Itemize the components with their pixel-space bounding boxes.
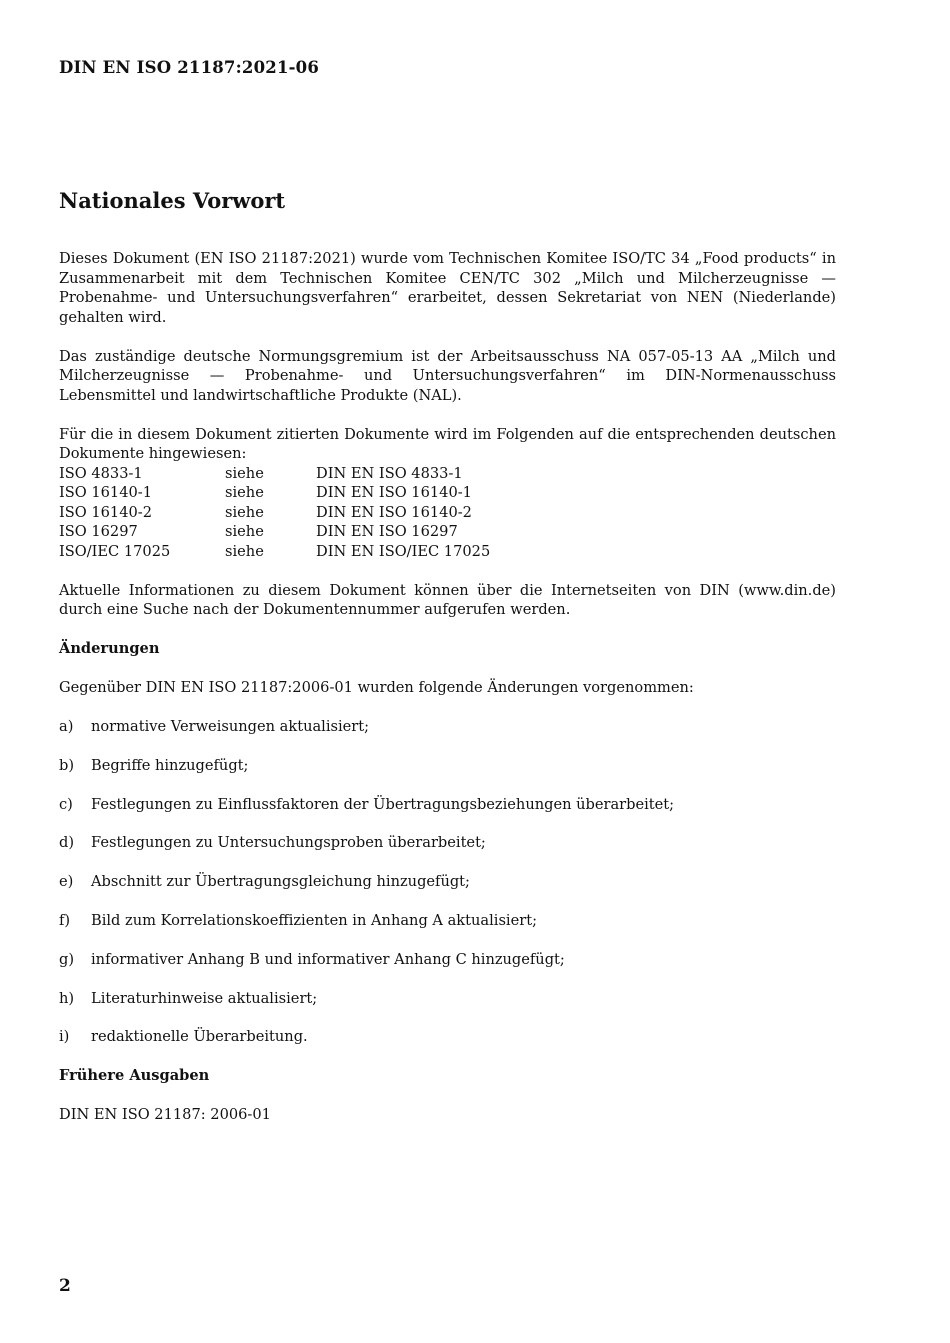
din-reference: DIN EN ISO 16140-2 xyxy=(316,503,472,521)
list-item-text: Bild zum Korrelationskoeffizienten in Anhang A aktualisiert; xyxy=(91,911,537,929)
list-item-letter: d) xyxy=(59,834,75,852)
table-row xyxy=(59,522,490,542)
table-row xyxy=(59,503,490,523)
list-item-letter: a) xyxy=(59,718,74,735)
table-row xyxy=(59,464,490,484)
list-item-letter: e) xyxy=(59,873,74,891)
changes-intro: Gegenüber DIN EN ISO 21187:2006-01 wurden folgende Änderungen vorgenommen: xyxy=(59,679,694,696)
list-item xyxy=(59,872,836,892)
list-item xyxy=(59,911,836,931)
iso-reference: ISO 16140-2 xyxy=(59,503,153,521)
din-reference: DIN EN ISO 16297 xyxy=(316,523,458,540)
list-item xyxy=(59,989,836,1009)
paragraph-national-committee: Das zuständige deutsche Normungsgremium ist der Arbeitsausschuss NA 057-05-13 AA „Milch und Milcherzeugnisse — Probenahme- und Untersuchungsverfahren“ im DIN-Normenausschuss Lebensmittel und landwirtschaftliche Produkte (NAL). xyxy=(59,347,836,404)
see-label: siehe xyxy=(225,542,264,560)
see-label: siehe xyxy=(225,484,264,501)
iso-reference: ISO/IEC 17025 xyxy=(59,542,171,560)
list-item-letter: i) xyxy=(59,1028,70,1046)
list-item-letter: f) xyxy=(59,911,71,929)
paragraph-references-intro: Für die in diesem Dokument zitierten Dokumente wird im Folgenden auf die entsprechenden deutschen Dokumente hingewiesen: xyxy=(59,425,836,462)
din-reference: DIN EN ISO 4833-1 xyxy=(316,464,463,482)
list-item-letter: h) xyxy=(59,989,75,1007)
list-item xyxy=(59,833,836,853)
table-row xyxy=(59,483,490,503)
page-title: Nationales Vorwort xyxy=(59,188,286,213)
iso-reference: ISO 16297 xyxy=(59,523,138,540)
din-reference: DIN EN ISO/IEC 17025 xyxy=(316,542,491,560)
list-item-text: Abschnitt zur Übertragungsgleichung hinzugefügt; xyxy=(91,873,470,891)
list-item-text: Festlegungen zu Einflussfaktoren der Übertragungsbeziehungen überarbeitet; xyxy=(91,795,675,813)
page-number: 2 xyxy=(59,1276,71,1296)
see-label: siehe xyxy=(225,464,264,482)
list-item-letter: g) xyxy=(59,950,75,968)
previous-editions-text: DIN EN ISO 21187: 2006-01 xyxy=(59,1106,271,1124)
see-label: siehe xyxy=(225,503,264,521)
iso-reference: ISO 4833-1 xyxy=(59,464,143,482)
reference-table xyxy=(59,464,490,562)
previous-editions-heading: Frühere Ausgaben xyxy=(59,1067,210,1085)
list-item-letter: c) xyxy=(59,795,73,813)
list-item xyxy=(59,756,836,776)
list-item xyxy=(59,717,836,737)
list-item-text: normative Verweisungen aktualisiert; xyxy=(91,718,370,735)
list-item-text: informativer Anhang B und informativer Anhang C hinzugefügt; xyxy=(91,950,565,968)
list-item-text: Begriffe hinzugefügt; xyxy=(91,756,249,774)
changes-list xyxy=(59,717,836,1047)
see-label: siehe xyxy=(225,523,264,540)
din-reference: DIN EN ISO 16140-1 xyxy=(316,484,472,501)
list-item xyxy=(59,1027,836,1047)
list-item-text: Festlegungen zu Untersuchungsproben überarbeitet; xyxy=(91,834,486,852)
table-row xyxy=(59,542,490,562)
list-item xyxy=(59,950,836,970)
changes-heading: Änderungen xyxy=(59,640,160,657)
paragraph-din-website: Aktuelle Informationen zu diesem Dokument können über die Internetseiten von DIN (www.din.de) durch eine Suche nach der Dokumentennummer aufgerufen werden. xyxy=(59,581,836,618)
list-item xyxy=(59,795,836,815)
list-item-text: Literaturhinweise aktualisiert; xyxy=(91,989,318,1007)
list-item-text: redaktionelle Überarbeitung. xyxy=(91,1028,308,1046)
list-item-letter: b) xyxy=(59,756,75,774)
paragraph-committee: Dieses Dokument (EN ISO 21187:2021) wurde vom Technischen Komitee ISO/TC 34 „Food products“ in Zusammenarbeit mit dem Technischen Komitee CEN/TC 302 „Milch und Milcherzeugnisse — Probenahme- und Untersuchungsverfahren“ erarbeitet, dessen Sekretariat von NEN (Niederlande) gehalten wird. xyxy=(59,250,836,326)
document-header: DIN EN ISO 21187:2021-06 xyxy=(59,58,320,77)
page-content xyxy=(59,186,836,1144)
iso-reference: ISO 16140-1 xyxy=(59,484,153,501)
